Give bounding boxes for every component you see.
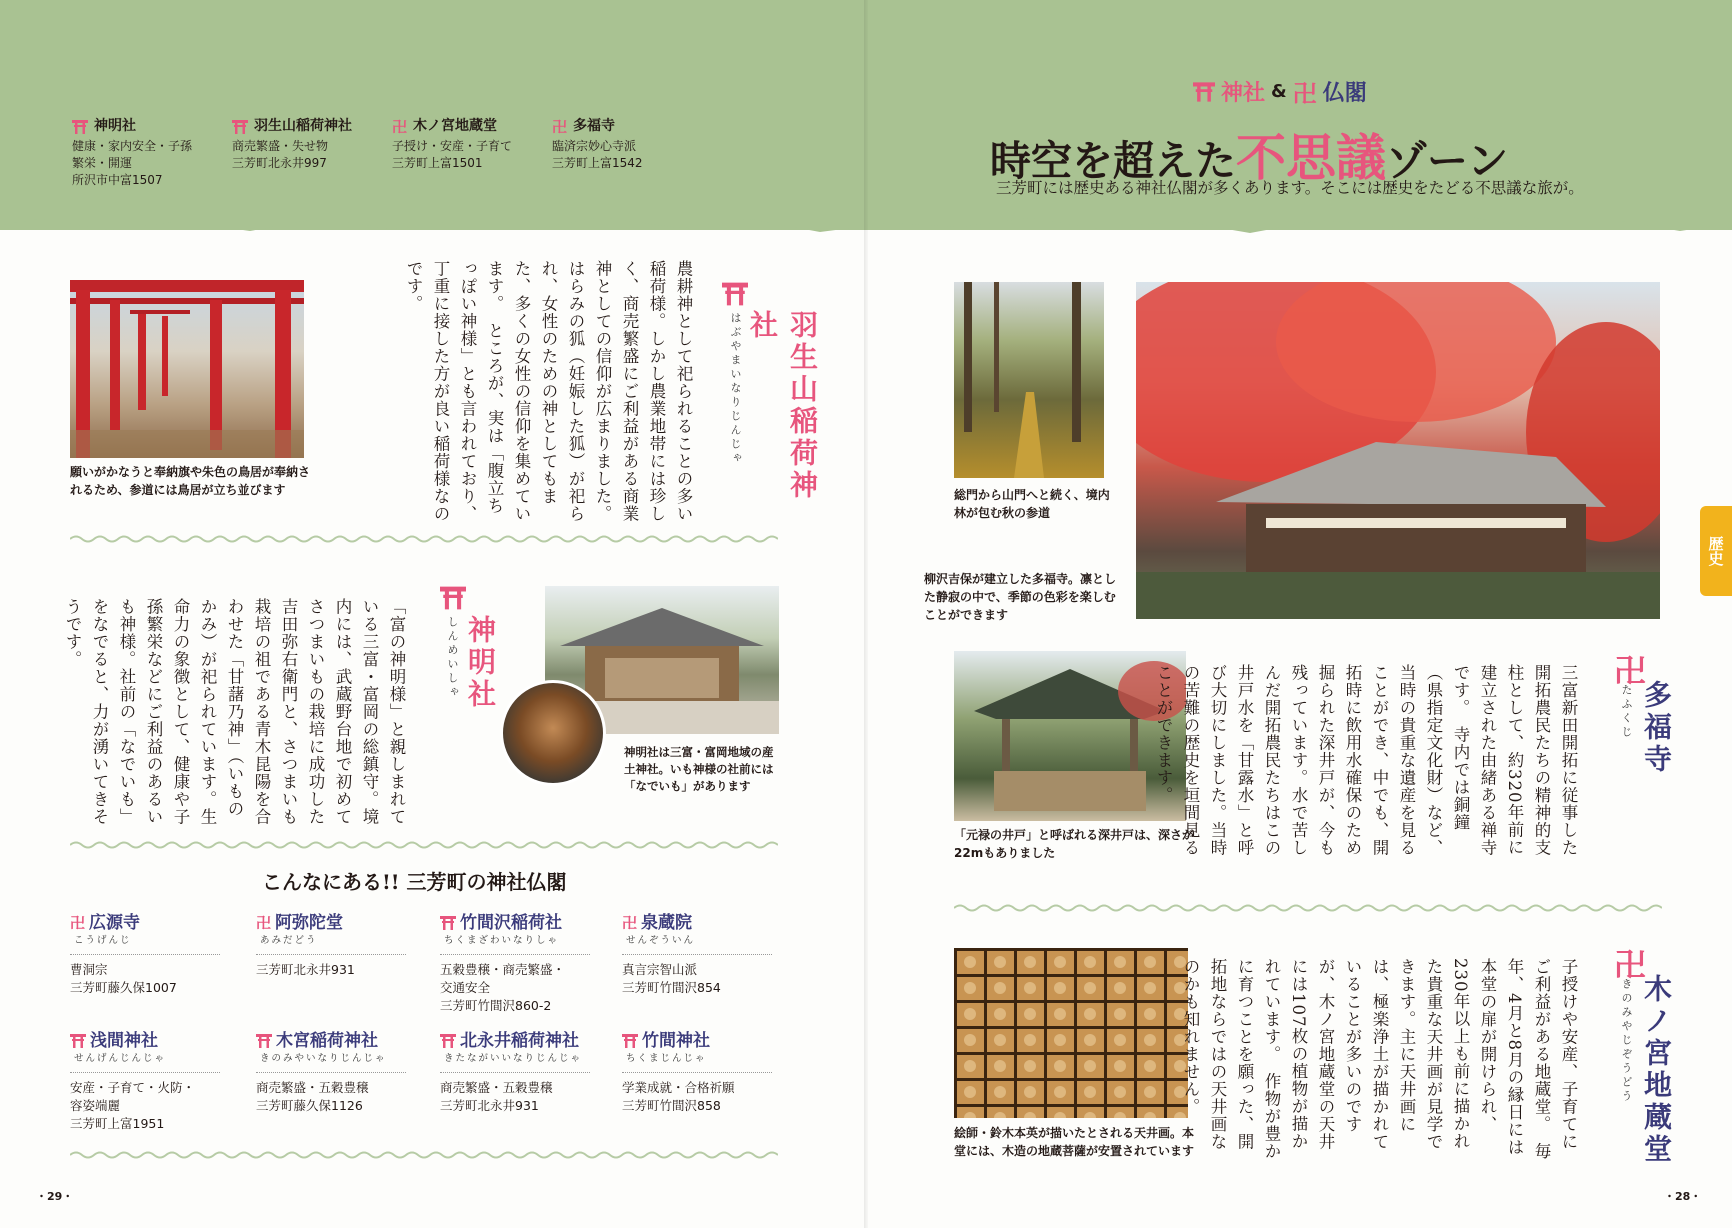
list-item-line: 容姿端麗 xyxy=(70,1098,121,1113)
photo-tafukuji-temple xyxy=(1136,282,1660,619)
list-item-ruby: せんぞういん xyxy=(626,935,696,946)
forest-path-illustration xyxy=(954,282,1104,478)
caption-autumn-path: 総門から山門へと続く、境内林が包む秋の参道 xyxy=(954,488,1110,520)
torii-icon xyxy=(232,120,248,134)
info-name: 木ノ宮地蔵堂 xyxy=(413,118,498,134)
manji-icon: 卍 xyxy=(1614,652,1647,690)
list-rule xyxy=(622,954,772,955)
caption-shinmei: 神明社は三富・富岡地域の産土神社。いも神様の社前には「なでいも」があります xyxy=(624,745,774,793)
page-number-left: ・29・ xyxy=(36,1190,74,1203)
kinomiya-title: 木ノ宮地蔵堂 xyxy=(1640,974,1673,1166)
photo-torii-path xyxy=(70,280,304,458)
caption-hanyu: 願いがかなうと奉納旗や朱色の鳥居が奉納されるため、参道には鳥居が立ち並びます xyxy=(70,465,311,497)
list-title: こんなにある!! 三芳町の神社仏閣 xyxy=(262,870,567,894)
header-small-title-2: 仏閣 xyxy=(1322,80,1367,106)
header-amp: & xyxy=(1271,81,1287,102)
list-item-name: 浅間神社 xyxy=(90,1031,158,1051)
info-line: 所沢市中富1507 xyxy=(72,173,163,187)
list-item xyxy=(70,914,230,997)
info-name: 神明社 xyxy=(94,118,136,134)
torii-icon xyxy=(722,282,748,306)
info-line: 三芳町北永井997 xyxy=(232,156,327,170)
list-item-line: 三芳町北永井931 xyxy=(440,1098,539,1113)
info-line: 臨済宗妙心寺派 xyxy=(552,139,637,153)
list-item-line: 三芳町藤久保1126 xyxy=(256,1098,363,1113)
torii-icon xyxy=(440,1034,456,1048)
wave-divider xyxy=(70,534,778,544)
list-item-ruby: きのみやいなりじんじゃ xyxy=(260,1053,387,1064)
temple-maple-illustration xyxy=(1136,282,1660,619)
info-line: 繁栄・開運 xyxy=(72,156,133,170)
page-gutter xyxy=(864,0,868,1228)
shinmei-title: 神明社 xyxy=(464,615,497,711)
kinomiya-body: 子授けや安産、子育てにご利益がある地蔵堂。 毎年、4月と8月の縁日には本堂の扉が開けられ、230年以上も前に描かれた貴重な天井画が見学できます。主に天井画には、極楽浄土が描かれていることが多いのですが、木ノ宮地蔵堂の天井には107枚の植物が描かれています。 作物が豊かに育つことを願った、開拓地ならではの天井画なのかも知れません。 xyxy=(1181,958,1578,1160)
header-small-title-1: 神社 xyxy=(1221,80,1266,106)
manji-icon: 卍 xyxy=(552,117,568,136)
list-item-ruby: ちくまじんじゃ xyxy=(626,1053,707,1064)
info-line: 健康・家内安全・子孫 xyxy=(72,139,193,153)
hanyu-body: 農耕神として祀られることの多い稲荷様。しかし農業地帯には珍しく、商売繁盛にご利益がある商業神としての信仰が広まりました。はらみの狐（妊娠した狐）が祀られ、女性のための神としてもまた、多くの女性の信仰を集めています。 ところが、実は「腹立ちっぽい神様」とも言われており、丁重に接した方が良い稲荷様なのです。 xyxy=(404,260,693,523)
list-item-line: 三芳町竹間沢860-2 xyxy=(440,998,552,1013)
list-item-line: 三芳町竹間沢858 xyxy=(622,1098,721,1113)
section-tab[interactable] xyxy=(1700,506,1732,596)
list-rule xyxy=(70,954,220,955)
shinmei-body: 「富の神明様」と親しまれている三富・富岡の総鎮守。境内には、武蔵野台地で初めてさつまいもの栽培に成功した吉田弥右衛門と、さつまいも栽培の祖である青木昆陽を合わせた「甘藷乃神」（いものかみ）が祀られています。生命力の象徴として、健康や子孫繁栄などにご利益のあるいも神様。社前の「なでいも」をなでると、力が湧いてきそうです。 xyxy=(63,598,406,826)
hanyu-title: 羽生山稲荷神社 xyxy=(746,310,819,502)
photo-ceiling-painting xyxy=(954,948,1188,1118)
manji-icon: 卍 xyxy=(622,914,638,932)
shinmei-ruby: しんめいしゃ xyxy=(446,616,459,700)
manji-icon: 卍 xyxy=(392,117,408,136)
list-item-line: 学業成就・合格祈願 xyxy=(622,1080,735,1095)
list-item-ruby: こうげんじ xyxy=(74,935,132,946)
list-rule xyxy=(622,1072,772,1073)
header-main-title-2: 不思議 xyxy=(1236,128,1386,187)
list-item-line: 三芳町藤久保1007 xyxy=(70,980,177,995)
info-shinmeisha xyxy=(72,118,232,189)
header-main-title-1: 時空を超えた xyxy=(990,137,1236,185)
list-item-line: 曹洞宗 xyxy=(70,962,108,977)
list-item-name: 広源寺 xyxy=(89,913,141,933)
list-item-line: 商売繁盛・五穀豊穣 xyxy=(256,1080,369,1095)
manji-icon: 卍 xyxy=(70,914,86,932)
list-rule xyxy=(256,954,406,955)
caption-temple: 柳沢吉保が建立した多福寺。凛とした静寂の中で、季節の色彩を楽しむことができます xyxy=(924,572,1117,622)
info-hanyu xyxy=(232,118,392,172)
list-item xyxy=(70,1032,230,1133)
wave-divider xyxy=(70,840,778,850)
list-item-ruby: きたながいいなりじんじゃ xyxy=(444,1053,583,1064)
list-item-line: 三芳町竹間沢854 xyxy=(622,980,721,995)
page-number-right: ・28・ xyxy=(1664,1190,1702,1203)
torii-icon xyxy=(1193,82,1215,102)
list-item-name: 泉蔵院 xyxy=(641,913,693,933)
list-item-name: 北永井稲荷神社 xyxy=(460,1031,579,1051)
list-item-line: 商売繁盛・五穀豊穣 xyxy=(440,1080,553,1095)
manji-icon: 卍 xyxy=(256,914,272,932)
list-rule xyxy=(256,1072,406,1073)
list-item-ruby: ちくまざわいなりしゃ xyxy=(444,935,560,946)
list-item xyxy=(622,1032,782,1115)
torii-icon xyxy=(622,1034,638,1048)
list-item xyxy=(256,1032,416,1115)
wave-divider xyxy=(70,1150,778,1160)
torii-icon xyxy=(440,586,466,610)
manji-icon: 卍 xyxy=(1614,946,1647,984)
list-rule xyxy=(440,1072,590,1073)
list-item xyxy=(256,914,416,979)
list-item-name: 阿弥陀堂 xyxy=(275,913,344,933)
info-line: 三芳町上富1542 xyxy=(552,156,643,170)
tafukuji-title: 多福寺 xyxy=(1640,680,1673,776)
list-item xyxy=(440,914,600,1015)
info-line: 子授け・安産・子育て xyxy=(392,139,513,153)
info-name: 多福寺 xyxy=(573,118,616,134)
info-line: 三芳町上富1501 xyxy=(392,156,483,170)
torii-icon xyxy=(440,916,456,930)
list-item-line: 安産・子育て・火防・ xyxy=(70,1080,196,1095)
tafukuji-ruby: たふくじ xyxy=(1620,684,1633,740)
list-rule xyxy=(70,1072,220,1073)
torii-icon xyxy=(256,1034,272,1048)
list-item-ruby: せんげんじんじゃ xyxy=(74,1053,167,1064)
manji-icon: 卍 xyxy=(1292,80,1317,108)
hanyu-ruby: はぶやまいなりじんじゃ xyxy=(729,312,742,466)
caption-well: 「元禄の井戸」と呼ばれる深井戸は、深さが22mもありました xyxy=(954,828,1195,860)
section-tab-label: 歴史 xyxy=(1706,536,1725,566)
info-name: 羽生山稲荷神社 xyxy=(254,118,352,134)
list-item-line: 交通安全 xyxy=(440,980,491,995)
list-item xyxy=(622,914,782,997)
header-subtitle: 三芳町には歴史ある神社仏閣が多くあります。そこには歴史をたどる不思議な旅が。 xyxy=(996,179,1584,197)
list-item-line: 三芳町上富1951 xyxy=(70,1116,165,1131)
list-item-name: 竹間沢稲荷社 xyxy=(460,913,562,933)
photo-autumn-path xyxy=(954,282,1104,478)
list-item-ruby: あみだどう xyxy=(260,935,318,946)
torii-icon xyxy=(70,1034,86,1048)
list-rule xyxy=(440,954,590,955)
list-item-line: 三芳町北永井931 xyxy=(256,962,355,977)
header-small-title xyxy=(1193,74,1367,109)
header-main-title-3: ゾーン xyxy=(1386,137,1509,185)
tafukuji-body: 三富新田開拓に従事した開拓農民たちの精神的支柱として、約320年前に建立された由緒ある禅寺です。 寺内では銅鐘（県指定文化財）など、当時の貴重な遺産を見ることができ、中でも、開拓時に飲用水確保のため掘られた深井戸が、今も残っています。水で苦しんだ開拓農民たちはこの井戸水を「甘露水」と呼び大切にしました。当時の苦難の歴史を垣間見ることができます。 xyxy=(1154,664,1578,857)
list-item xyxy=(440,1032,600,1115)
list-item-name: 竹間神社 xyxy=(642,1031,710,1051)
info-tafukuji xyxy=(552,118,712,172)
photo-nadeimo-inset xyxy=(500,680,606,786)
ceiling-grid-illustration xyxy=(954,948,1188,1118)
torii-row-illustration xyxy=(70,280,304,458)
list-item-name: 木宮稲荷神社 xyxy=(276,1031,378,1051)
info-kinomiya xyxy=(392,118,552,172)
kinomiya-ruby: きのみやじぞうどう xyxy=(1620,978,1633,1104)
info-line: 商売繁盛・失せ物 xyxy=(232,139,329,153)
caption-ceiling: 絵師・鈴木本英が描いたとされる天井画。本堂には、木造の地蔵菩薩が安置されています xyxy=(954,1126,1195,1158)
torii-icon xyxy=(72,120,88,134)
list-item-line: 五穀豊穣・商売繁盛・ xyxy=(440,962,566,977)
wave-divider xyxy=(954,903,1662,913)
list-item-line: 真言宗智山派 xyxy=(622,962,698,977)
